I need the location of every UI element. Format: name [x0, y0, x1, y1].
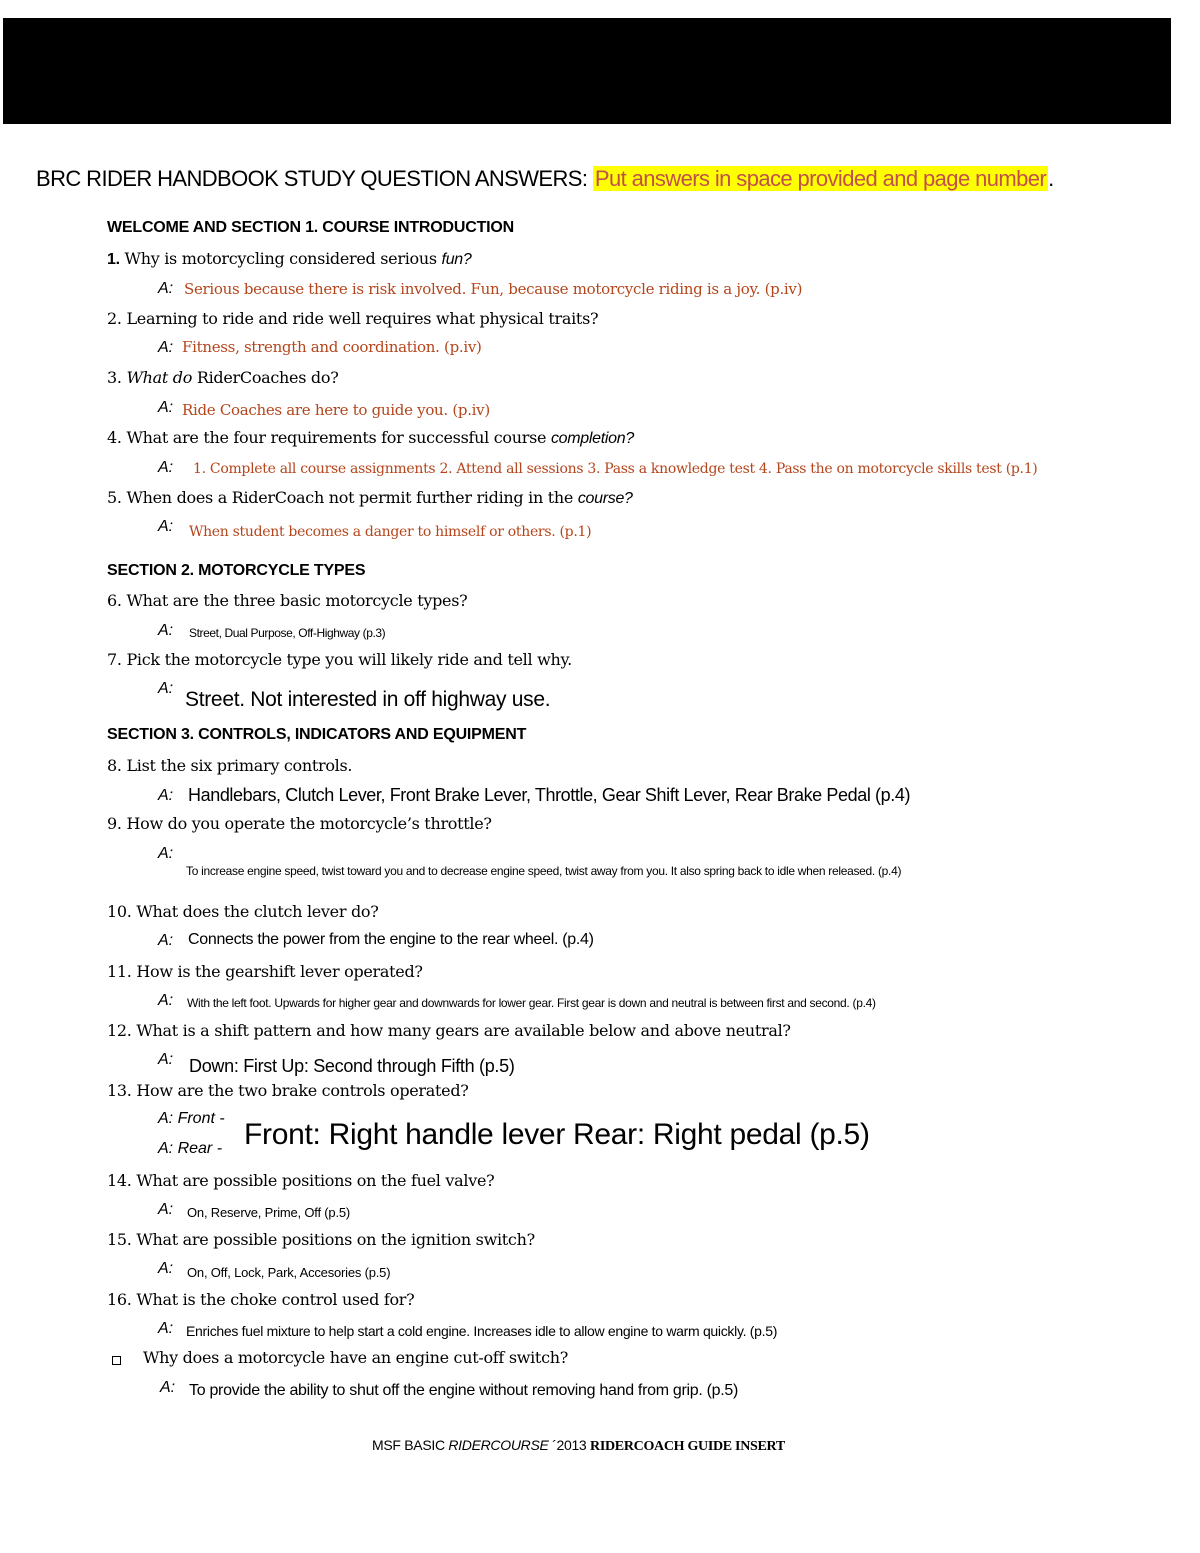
- answer-12: Down: First Up: Second through Fifth (p.5): [189, 1056, 515, 1076]
- answer-8: Handlebars, Clutch Lever, Front Brake Lever, Throttle, Gear Shift Lever, Rear Brake Pedal (p.4): [188, 785, 911, 805]
- answer-label: A:: [158, 622, 174, 639]
- footer-year: ´2013: [548, 1437, 591, 1453]
- bullet-square-icon: [112, 1356, 121, 1365]
- question-text: How do you operate the motorcycle’s throttle?: [126, 814, 492, 833]
- question-text: Learning to ride and ride well requires what physical traits?: [126, 309, 599, 328]
- answer-3: Ride Coaches are here to guide you. (p.iv): [182, 401, 490, 419]
- question-9: [107, 814, 492, 833]
- title-highlight: Put answers in space provided and page number: [594, 166, 1047, 191]
- question-text: What are possible positions on the ignition switch?: [136, 1230, 535, 1249]
- question-number: 3.: [107, 368, 122, 387]
- question-text: List the six primary controls.: [126, 756, 353, 775]
- question-text: What are possible positions on the fuel valve?: [136, 1171, 495, 1190]
- title-colon: :: [581, 166, 593, 191]
- answer-15: On, Off, Lock, Park, Accesories (p.5): [187, 1265, 391, 1280]
- answer-7: Street. Not interested in off highway use.: [185, 688, 551, 711]
- answer-4: 1. Complete all course assignments 2. Attend all sessions 3. Pass a knowledge test 4. Pass the on motorcycle skills test (p.1): [193, 461, 1038, 477]
- question-text: RiderCoaches do?: [192, 368, 339, 387]
- answer-label: A:: [158, 518, 174, 535]
- question-text: What is a shift pattern and how many gears are available below and above neutral?: [136, 1021, 791, 1040]
- question-4: [107, 428, 634, 448]
- section-heading-2: SECTION 2. MOTORCYCLE TYPES: [107, 562, 366, 579]
- question-number: 16.: [107, 1290, 132, 1309]
- answer-label: A:: [158, 1320, 174, 1337]
- question-6: [107, 591, 467, 610]
- question-number: 12.: [107, 1021, 132, 1040]
- question-text: How is the gearshift lever operated?: [136, 962, 423, 981]
- title-text: BRC RIDER HANDBOOK STUDY QUESTION ANSWERS: [36, 166, 582, 191]
- answer-5: When student becomes a danger to himself or others. (p.1): [189, 524, 592, 540]
- footer-text: MSF BASIC: [372, 1437, 449, 1453]
- question-number: 13.: [107, 1081, 132, 1100]
- question-2: [107, 309, 598, 328]
- question-8: [107, 756, 352, 775]
- question-15: [107, 1230, 535, 1249]
- answer-label: A:: [158, 932, 174, 949]
- answer-label-rear: A: Rear -: [158, 1140, 223, 1157]
- title-end: .: [1048, 166, 1054, 191]
- answer-9: To increase engine speed, twist toward you and to decrease engine speed, twist away from you. It also spring back to idle when released. (p.4): [186, 864, 902, 878]
- answer-label: A:: [158, 399, 174, 416]
- question-emphasis: course?: [577, 490, 633, 507]
- section-heading-1: WELCOME AND SECTION 1. COURSE INTRODUCTION: [107, 219, 515, 236]
- question-5: [107, 488, 633, 508]
- question-number: 7.: [107, 650, 122, 669]
- question-text: What are the three basic motorcycle types?: [126, 591, 468, 610]
- question-text: What are the four requirements for successful course: [126, 428, 551, 447]
- section-heading-3: SECTION 3. CONTROLS, INDICATORS AND EQUIPMENT: [107, 726, 527, 743]
- header-black-bar: [3, 18, 1171, 124]
- answer-13: Front: Right handle lever Rear: Right pedal (p.5): [244, 1118, 870, 1151]
- question-emphasis: What do: [126, 368, 193, 387]
- page-footer: [372, 1437, 785, 1455]
- question-number: 14.: [107, 1171, 132, 1190]
- answer-10: Connects the power from the engine to the rear wheel. (p.4): [188, 931, 594, 948]
- question-1: [107, 249, 472, 269]
- question-number: 15.: [107, 1230, 132, 1249]
- question-text: When does a RiderCoach not permit further riding in the: [126, 488, 578, 507]
- question-3: [107, 368, 338, 387]
- answer-label: A:: [158, 280, 174, 297]
- footer-italic: RIDERCOURSE: [448, 1437, 549, 1453]
- question-13: [107, 1081, 469, 1100]
- question-text: How are the two brake controls operated?: [136, 1081, 469, 1100]
- question-16: [107, 1290, 414, 1309]
- answer-label: A:: [158, 992, 174, 1009]
- page-title: [36, 166, 1054, 192]
- question-number: 9.: [107, 814, 122, 833]
- question-number: 2.: [107, 309, 122, 328]
- answer-14: On, Reserve, Prime, Off (p.5): [187, 1205, 351, 1220]
- answer-label: A:: [158, 1051, 174, 1068]
- question-number: 6.: [107, 591, 122, 610]
- answer-label: A:: [158, 680, 174, 697]
- answer-2: Fitness, strength and coordination. (p.iv): [182, 338, 482, 356]
- question-17: Why does a motorcycle have an engine cut-off switch?: [143, 1348, 569, 1367]
- answer-1: Serious because there is risk involved. Fun, because motorcycle riding is a joy. (p.iv): [184, 280, 803, 298]
- question-14: [107, 1171, 494, 1190]
- answer-6: Street, Dual Purpose, Off-Highway (p.3): [189, 626, 386, 640]
- question-number: 11.: [107, 962, 132, 981]
- question-text: Pick the motorcycle type you will likely ride and tell why.: [126, 650, 572, 669]
- answer-16: Enriches fuel mixture to help start a cold engine. Increases idle to allow engine to warm quickly. (p.5): [186, 1323, 778, 1339]
- answer-label: A:: [158, 1260, 174, 1277]
- answer-17: To provide the ability to shut off the engine without removing hand from grip. (p.5): [189, 1382, 739, 1399]
- answer-label: A:: [158, 459, 174, 476]
- question-number: 1.: [107, 251, 120, 268]
- question-10: [107, 902, 379, 921]
- answer-label: A:: [158, 1201, 174, 1218]
- answer-label-front: A: Front -: [158, 1110, 225, 1127]
- answer-label: A:: [160, 1379, 176, 1396]
- answer-label: A:: [158, 787, 174, 804]
- question-12: [107, 1021, 791, 1040]
- question-text: What is the choke control used for?: [136, 1290, 415, 1309]
- footer-bold: RIDERCOACH GUIDE INSERT: [590, 1439, 785, 1454]
- question-text: Why is motorcycling considered serious: [124, 249, 442, 268]
- answer-label: A:: [158, 845, 174, 862]
- question-number: 4.: [107, 428, 122, 447]
- question-11: [107, 962, 423, 981]
- question-number: 8.: [107, 756, 122, 775]
- question-text: What does the clutch lever do?: [136, 902, 379, 921]
- question-emphasis: completion?: [550, 430, 634, 447]
- question-7: [107, 650, 572, 669]
- answer-label: A:: [158, 339, 174, 356]
- question-number: 5.: [107, 488, 122, 507]
- question-emphasis: fun?: [441, 251, 472, 268]
- question-number: 10.: [107, 902, 132, 921]
- answer-11: With the left foot. Upwards for higher gear and downwards for lower gear. First gear is down and neutral is between first and second. (p.4): [187, 996, 876, 1010]
